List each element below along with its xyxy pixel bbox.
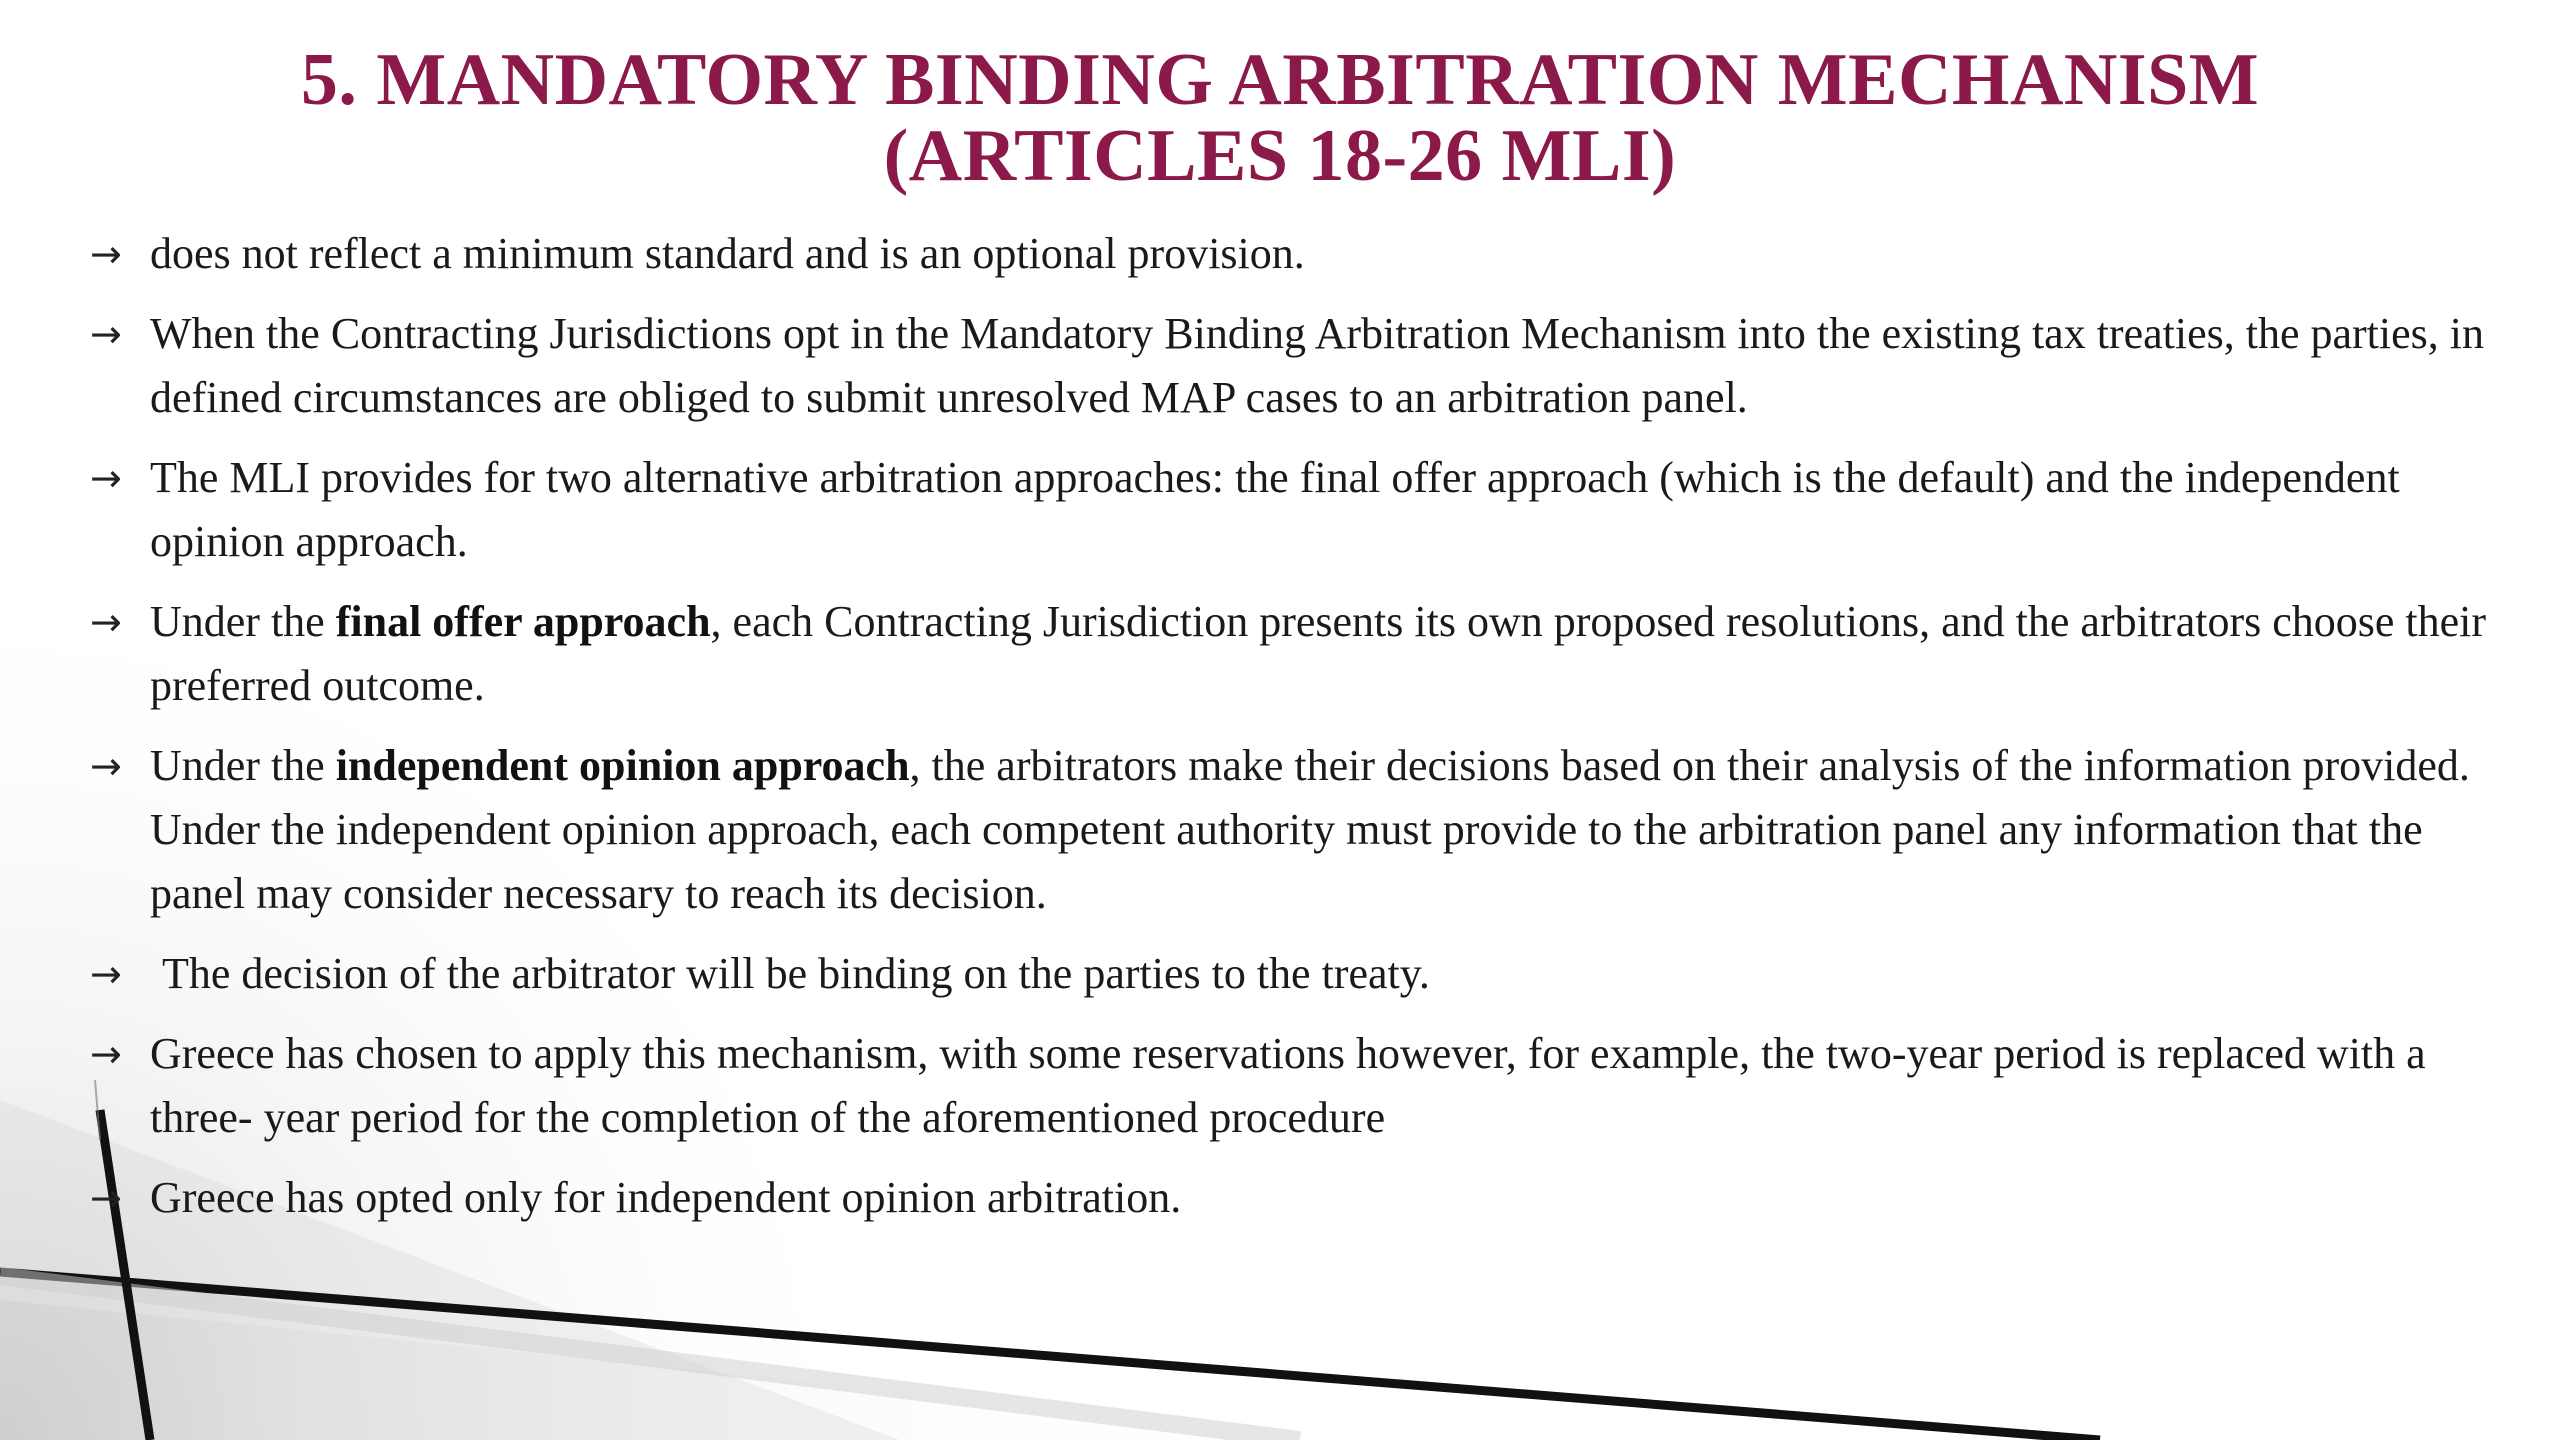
slide-title-line-1: 5. MANDATORY BINDING ARBITRATION MECHANISM [300,39,2260,121]
bullet-text-suffix: , the arbitrators make their decisions based on their analysis of the information provided. Under the independent opinion approach, each competent authority must provide to the arbitration panel any information that the panel may consider necessary to reach its decision. [150,741,2470,918]
bullet-text-prefix: Under the [150,597,336,646]
arrow-right-icon: → [90,312,122,356]
bullet-text-prefix: Under the [150,741,336,790]
bullet-item-binding-decision [90,942,2510,1006]
bullet-item-greece-independent [90,1166,2510,1230]
bullet-item-greece-reservations [90,1022,2510,1150]
bullet-text: Greece has opted only for independent opinion arbitration. [150,1173,1182,1222]
bullet-bold-term: final offer approach [335,597,711,646]
bullet-text: The decision of the arbitrator will be binding on the parties to the treaty. [162,949,1430,998]
bullet-text: The MLI provides for two alternative arbitration approaches: the final offer approach (which is the default) and the independent opinion approach. [150,453,2400,566]
bullet-item-final-offer [90,590,2510,718]
arrow-right-icon: → [90,232,122,276]
bullet-text: When the Contracting Jurisdictions opt in the Mandatory Binding Arbitration Mechanism into the existing tax treaties, the parties, in defined circumstances are obliged to submit unresolved MAP cases to an arbitration panel. [150,309,2484,422]
bullet-text: Greece has chosen to apply this mechanism, with some reservations however, for example, the two-year period is replaced with a three- year period for the completion of the aforementioned procedure [150,1029,2426,1142]
arrow-right-icon: → [90,456,122,500]
bullet-text-suffix: , each Contracting Jurisdiction presents its own proposed resolutions, and the arbitrators choose their preferred outcome. [150,597,2487,710]
bullet-bold-term: independent opinion approach [335,741,910,790]
bullet-list [90,222,2510,1246]
arrow-right-icon: → [90,744,122,788]
bullet-item-independent-opinion [90,734,2510,926]
bullet-item-approaches [90,446,2510,574]
bullet-item-opt-in [90,302,2510,430]
slide-title [0,39,2560,197]
arrow-right-icon: → [90,952,122,996]
bullet-text: does not reflect a minimum standard and is an optional provision. [150,229,1305,278]
bullet-item-optional [90,222,2510,286]
slide-title-line-2: (ARTICLES 18-26 MLI) [883,115,1677,197]
arrow-right-icon: → [90,1032,122,1076]
arrow-right-icon: → [90,1176,122,1220]
arrow-right-icon: → [90,600,122,644]
